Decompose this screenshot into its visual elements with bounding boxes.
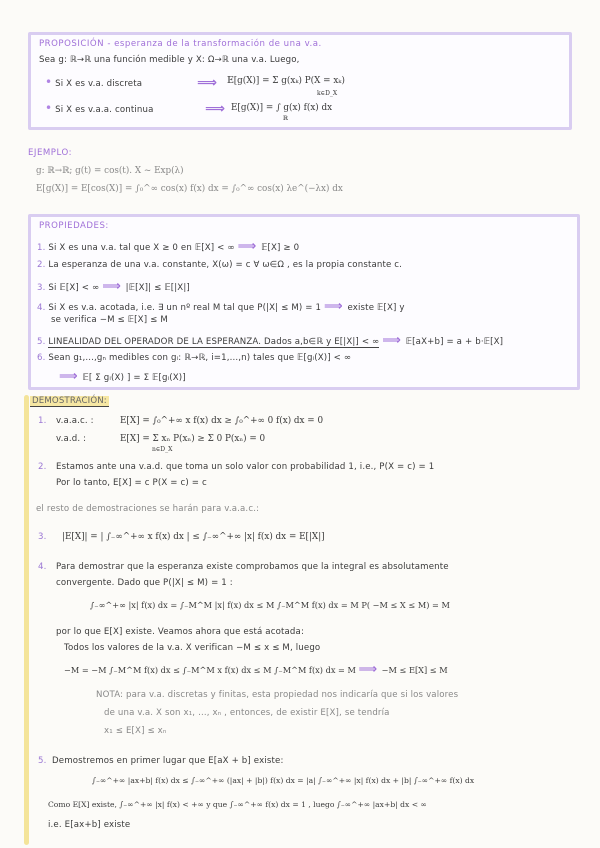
demo-1b-label: v.a.d. : bbox=[56, 434, 87, 444]
implies-arrow-icon: ⟹ bbox=[324, 299, 348, 314]
example-line-1: g: ℝ→ℝ; g(t) = cos(t). X ~ Exp(λ) bbox=[36, 166, 184, 176]
demo-1b-sub: n∈D_X bbox=[152, 446, 173, 453]
proposition-box bbox=[28, 32, 572, 130]
demo-4c: ∫₋∞^+∞ |x| f(x) dx = ∫₋M^M |x| f(x) dx ≤ M ∫₋M^M f(x) dx = M P( −M ≤ X ≤ M) = M bbox=[90, 600, 450, 610]
demo-4e: Todos los valores de la v.a. X verifican −M ≤ x ≤ M, luego bbox=[64, 643, 321, 653]
demo-note-c: x₁ ≤ E[X] ≤ xₙ bbox=[104, 726, 167, 736]
property-item-4: 4. Si X es v.a. acotada, i.e. ∃ un nº real M tal que P(|X| ≤ M) = 1 ⟹ existe 𝔼[X] y bbox=[37, 299, 405, 314]
property-item-4-cont: se verifica −M ≤ 𝔼[X] ≤ M bbox=[51, 315, 168, 325]
demo-2a: Estamos ante una v.a.d. que toma un solo valor con probabilidad 1, i.e., P(X = c) = 1 bbox=[56, 462, 435, 472]
demo-4b: convergente. Dado que P(|X| ≤ M) = 1 : bbox=[56, 578, 233, 588]
implies-arrow-icon: ⟹ bbox=[205, 101, 226, 117]
proposition-intro: Sea g: ℝ→ℝ una función medible y X: Ω→ℝ una v.a. Luego, bbox=[39, 55, 300, 65]
demo-item-3-num: 3. bbox=[38, 532, 47, 542]
demo-note-b: de una v.a. X son x₁, ..., xₙ , entonces, de existir E[X], se tendría bbox=[104, 708, 390, 718]
proposition-continuous: • Si X es v.a.a. continua bbox=[45, 101, 154, 115]
implies-arrow-icon: ⟹ bbox=[358, 662, 382, 677]
demo-5d: i.e. E[ax+b] existe bbox=[48, 820, 131, 830]
demo-heading: DEMOSTRACIÓN: bbox=[32, 396, 107, 406]
demo-1a: E[X] = ∫₀^+∞ x f(x) dx ≥ ∫₀^+∞ 0 f(x) dx = 0 bbox=[120, 416, 324, 426]
demo-5b: ∫₋∞^+∞ |ax+b| f(x) dx ≤ ∫₋∞^+∞ (|ax| + |b|) f(x) dx = |a| ∫₋∞^+∞ |x| f(x) dx + |b| ∫₋∞^+∞ f(x) dx bbox=[92, 776, 475, 785]
discrete-formula: 𝔼[g(X)] = Σ g(xₖ) P(X = xₖ) bbox=[227, 76, 345, 86]
properties-heading: PROPIEDADES: bbox=[39, 221, 109, 231]
example-heading: EJEMPLO: bbox=[28, 148, 72, 158]
properties-box bbox=[28, 214, 580, 390]
demo-item-5-num: 5. bbox=[38, 756, 47, 766]
property-item-6: 6. Sean g₁,...,gₙ medibles con gᵢ: ℝ→ℝ, i=1,...,n) tales que 𝔼[gᵢ(X)] < ∞ bbox=[37, 353, 352, 363]
bullet-icon: • bbox=[45, 101, 53, 115]
bullet-icon: • bbox=[45, 75, 53, 89]
implies-arrow-icon: ⟹ bbox=[197, 75, 218, 91]
property-item-6-cont: ⟹ 𝔼[ Σ gᵢ(X) ] = Σ 𝔼[gᵢ(X)] bbox=[59, 369, 186, 384]
demo-2b: Por lo tanto, E[X] = c P(X = c) = c bbox=[56, 478, 207, 488]
demo-item-2-num: 2. bbox=[38, 462, 47, 472]
continuous-formula-sub: ℝ bbox=[283, 115, 288, 122]
proposition-heading: PROPOSICIÓN - esperanza de la transformación de una v.a. bbox=[39, 39, 322, 49]
demo-note-a: NOTA: para v.a. discretas y finitas, esta propiedad nos indicaría que si los valores bbox=[96, 690, 459, 700]
example-line-2: E[g(X)] = E[cos(X)] = ∫₀^∞ cos(x) f(x) dx = ∫₀^∞ cos(x) λe^(−λx) dx bbox=[36, 184, 343, 194]
demo-item-1-num: 1. bbox=[38, 416, 47, 426]
property-item-2: 2. La esperanza de una v.a. constante, X(ω) = c ∀ ω∈Ω , es la propia constante c. bbox=[37, 260, 403, 270]
proposition-discrete: • Si X es v.a. discreta bbox=[45, 75, 143, 89]
implies-arrow-icon: ⟹ bbox=[237, 239, 262, 254]
implies-arrow-icon: ⟹ bbox=[382, 333, 406, 348]
continuous-formula: E[g(X)] = ∫ g(x) f(x) dx bbox=[231, 103, 333, 113]
implies-arrow-icon: ⟹ bbox=[59, 369, 83, 384]
discrete-formula-sub: k∈D_X bbox=[317, 90, 338, 97]
property-item-3: 3. Si 𝔼[X] < ∞ ⟹ |𝔼[X]| ≤ 𝔼[|X|] bbox=[37, 279, 190, 294]
demo-1b: E[X] = Σ xₙ P(xₙ) ≥ Σ 0 P(xₙ) = 0 bbox=[120, 434, 266, 444]
demo-1a-label: v.a.a.c. : bbox=[56, 416, 94, 426]
demo-5a: Demostremos en primer lugar que E[aX + b] existe: bbox=[52, 756, 284, 766]
margin-highlight bbox=[24, 395, 29, 845]
demo-4d: por lo que E[X] existe. Veamos ahora que está acotada: bbox=[56, 627, 304, 637]
demo-item-4-num: 4. bbox=[38, 562, 47, 572]
property-item-1: 1. Si X es una v.a. tal que X ≥ 0 en 𝔼[X] < ∞ ⟹ 𝔼[X] ≥ 0 bbox=[37, 239, 300, 254]
property-item-5: 5. LINEALIDAD DEL OPERADOR DE LA ESPERANZA. Dados a,b∈ℝ y E[|X|] < ∞ ⟹ 𝔼[aX+b] = a + b·𝔼[X] bbox=[37, 333, 504, 348]
demo-4a: Para demostrar que la esperanza existe comprobamos que la integral es absolutamente bbox=[56, 562, 449, 572]
demo-3: |E[X]| = | ∫₋∞^+∞ x f(x) dx | ≤ ∫₋∞^+∞ |x| f(x) dx = E[|X|] bbox=[62, 532, 325, 542]
demo-5c: Como E[X] existe, ∫₋∞^+∞ |x| f(x) < +∞ y que ∫₋∞^+∞ f(x) dx = 1 , luego ∫₋∞^+∞ |ax+b| dx < ∞ bbox=[48, 800, 427, 809]
implies-arrow-icon: ⟹ bbox=[102, 279, 126, 294]
demo-4f: −M = −M ∫₋M^M f(x) dx ≤ ∫₋M^M x f(x) dx ≤ M ∫₋M^M f(x) dx = M ⟹ −M ≤ E[X] ≤ M bbox=[64, 662, 448, 677]
demo-rest-note: el resto de demostraciones se harán para v.a.a.c.: bbox=[36, 504, 260, 514]
